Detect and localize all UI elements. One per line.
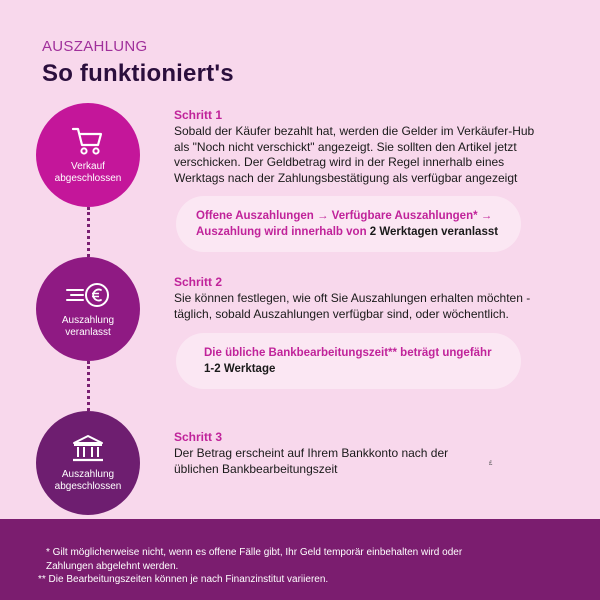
step-3-heading: Schritt 3 <box>174 430 223 444</box>
callout-1-line2 <box>196 224 521 240</box>
payout-flow-callout <box>176 196 521 252</box>
kicker: AUSZAHLUNG <box>42 38 148 55</box>
step-1-heading: Schritt 1 <box>174 108 223 122</box>
step-2-circle-label: Auszahlung veranlasst <box>61 314 115 338</box>
callout-1-line2-pink: Auszahlung wird innerhalb von <box>196 226 370 238</box>
step-2-body: Sie können festlegen, wie oft Sie Auszahlungen erhalten möchten - täglich, sobald Auszahlungen verfügbar sind, oder wöchentlich. <box>174 291 531 321</box>
step-2-circle <box>36 257 140 361</box>
connector-dots <box>87 207 90 257</box>
footnote-2: ** Die Bearbeitungszeiten können je nach Finanzinstitut variieren. <box>38 574 329 585</box>
step-2-text <box>174 275 544 322</box>
step-1-circle-label: Verkauf abgeschlossen <box>54 160 122 184</box>
footnote-1: * Gilt möglicherweise nicht, wenn es offene Fälle gibt, Ihr Geld temporär einbehalten wird oder Zahlungen abgelehnt werden. <box>46 547 463 572</box>
step-1-circle <box>36 103 140 207</box>
step-3-circle-label: Auszahlung abgeschlossen <box>54 468 122 492</box>
stray-mark: £ <box>489 461 493 467</box>
step-1-body: Sobald der Käufer bezahlt hat, werden die Gelder im Verkäufer-Hub als "Noch nicht verschickt" angezeigt. Sie sollten den Artikel jetzt verschicken. Der Geldbetrag wird in der Regel innerhalb eines Werktags nach der Zahlungsbestätigung als verfügbar angezeigt <box>174 124 535 185</box>
shopping-cart-icon <box>71 126 105 156</box>
callout-1-line2-dark: 2 Werktagen veranlasst <box>369 226 499 238</box>
bank-icon <box>71 434 105 464</box>
page-title: So funktioniert's <box>42 60 234 87</box>
step-3-circle <box>36 411 140 515</box>
bank-time-callout <box>176 333 521 389</box>
euro-coin-icon <box>65 280 111 310</box>
callout-2-line1: Die übliche Bankbearbeitungszeit** beträgt ungefähr <box>204 347 492 359</box>
step-3-text <box>174 430 544 477</box>
step-1-text <box>174 108 544 186</box>
footnotes-bar <box>0 519 600 600</box>
connector-dots <box>87 361 90 411</box>
step-3-body: Der Betrag erscheint auf Ihrem Bankkonto nach der üblichen Bankbearbeitungszeit <box>174 446 449 476</box>
step-2-heading: Schritt 2 <box>174 275 223 289</box>
callout-2-line2: 1-2 Werktage <box>204 363 276 375</box>
callout-1-line1: Offene Auszahlungen → Verfügbare Auszahlungen* → <box>196 210 493 222</box>
